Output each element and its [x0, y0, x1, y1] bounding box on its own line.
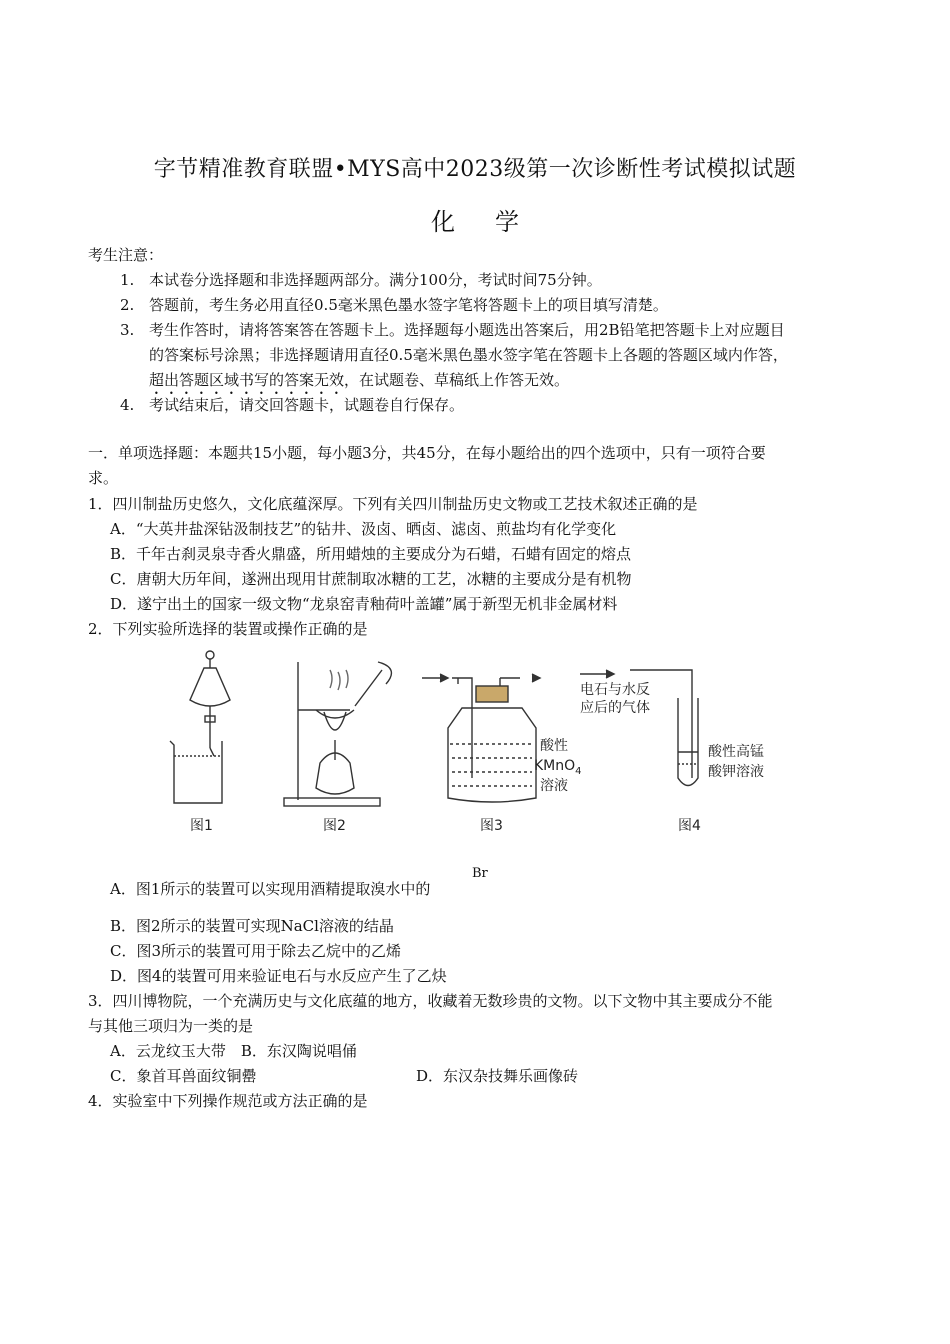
- fig4-reagent-line2: 酸钾溶液: [708, 764, 764, 780]
- fig3-reagent-line2: KMnO$_4$: [534, 758, 582, 777]
- q3-stem-line1: 3．四川博物院，一个充满历史与文化底蕴的地方，收藏着无数珍贵的文物。以下文物中其主要成分不能: [88, 992, 773, 1010]
- notice-item-1-num: 1.: [120, 271, 135, 289]
- notice-item-2-num: 2.: [120, 296, 135, 314]
- q3-options-ab: A．云龙纹玉大带 B．东汉陶说唱俑: [110, 1042, 357, 1060]
- fig4-gas-line2: 应后的气体: [580, 700, 650, 716]
- q2-option-c: C．图3所示的装置可用于除去乙烷中的乙烯: [110, 942, 402, 960]
- notice-item-3-line2: 的答案标号涂黑；非选择题请用直径0.5毫米黑色墨水签字笔在答题卡上各题的答题区域内作答，: [149, 346, 788, 364]
- fig3-caption: 图3: [480, 818, 503, 834]
- notice-item-3-rest: ，在试题卷、草稿纸上作答无效。: [344, 371, 570, 389]
- q1-option-d: D．遂宁出土的国家一级文物“龙泉窑青釉荷叶盖罐”属于新型无机非金属材料: [110, 595, 618, 613]
- fig4-gas-line1: 电石与水反: [580, 682, 650, 698]
- fig3-wash-bottle: [422, 674, 540, 802]
- fig2-caption: 图2: [323, 818, 346, 834]
- q4-stem: 4．实验室中下列操作规范或方法正确的是: [88, 1092, 368, 1110]
- fig4-reagent-line1: 酸性高锰: [708, 744, 764, 760]
- q1-option-b: B．千年古刹灵泉寺香火鼎盛，所用蜡烛的主要成分为石蜡，石蜡有固定的熔点: [110, 545, 632, 563]
- fig3-reagent-line1: 酸性: [540, 738, 568, 754]
- section-heading-line2: 求。: [88, 469, 119, 487]
- fig1-caption: 图1: [190, 818, 213, 834]
- fig4-caption: 图4: [678, 818, 701, 834]
- fig3-reagent-line3: 溶液: [540, 778, 568, 794]
- notice-item-4: 考试结束后，请交回答题卡，试题卷自行保存。: [149, 396, 465, 414]
- q1-option-a: A．“大英井盐深钻汲制技艺”的钻井、汲卤、晒卤、滤卤、煎盐均有化学变化: [110, 520, 617, 538]
- q2-option-a-formula: Br: [472, 866, 488, 881]
- q3-option-c: C．象首耳兽面纹铜罍: [110, 1067, 257, 1085]
- subject-title: 化学: [431, 208, 559, 236]
- fig1-beaker: [170, 741, 222, 803]
- q2-stem: 2．下列实验所选择的装置或操作正确的是: [88, 620, 368, 638]
- notice-heading: 考生注意：: [88, 246, 164, 264]
- notice-item-2: 答题前，考生务必用直径0.5毫米黑色墨水签字笔将答题卡上的项目填写清楚。: [149, 296, 668, 314]
- q3-stem-line2: 与其他三项归为一类的是: [88, 1017, 254, 1035]
- apparatus-illustration: [160, 648, 790, 844]
- notice-item-3-emphasis: 超出答题区域书写的答案无效: [149, 371, 345, 389]
- notice-item-3-line3: [149, 370, 569, 398]
- q2-option-b: B．图2所示的装置可实现NaCl溶液的结晶: [110, 917, 394, 935]
- notice-item-4-num: 4.: [120, 396, 135, 414]
- q3-option-d: D．东汉杂技舞乐画像砖: [416, 1067, 579, 1085]
- q2-option-d: D．图4的装置可用来验证电石与水反应产生了乙炔: [110, 967, 447, 985]
- exam-title: 字节精准教育联盟•MYS高中2023级第一次诊断性考试模拟试题: [153, 157, 797, 182]
- fig2-evaporation-setup: [284, 662, 391, 806]
- q2-apparatus-figure: [160, 648, 790, 844]
- q2-option-a: A．图1所示的装置可以实现用酒精提取溴水中的: [110, 880, 431, 898]
- q1-stem: 1．四川制盐历史悠久，文化底蕴深厚。下列有关四川制盐历史文物或工艺技术叙述正确的是: [88, 495, 698, 513]
- notice-item-3-line1: 考生作答时，请将答案答在答题卡上。选择题每小题选出答案后，用2B铅笔把答题卡上对应题目: [149, 321, 785, 339]
- notice-item-3-num: 3.: [120, 321, 135, 339]
- notice-item-1: 本试卷分选择题和非选择题两部分。满分100分，考试时间75分钟。: [149, 271, 602, 289]
- q1-option-c: C．唐朝大历年间，遂洲出现用甘蔗制取冰糖的工艺，冰糖的主要成分是有机物: [110, 570, 632, 588]
- section-heading-line1: 一．单项选择题：本题共15小题，每小题3分，共45分，在每小题给出的四个选项中，只有一项符合要: [88, 444, 766, 462]
- fig1-separatory-funnel: [190, 651, 230, 756]
